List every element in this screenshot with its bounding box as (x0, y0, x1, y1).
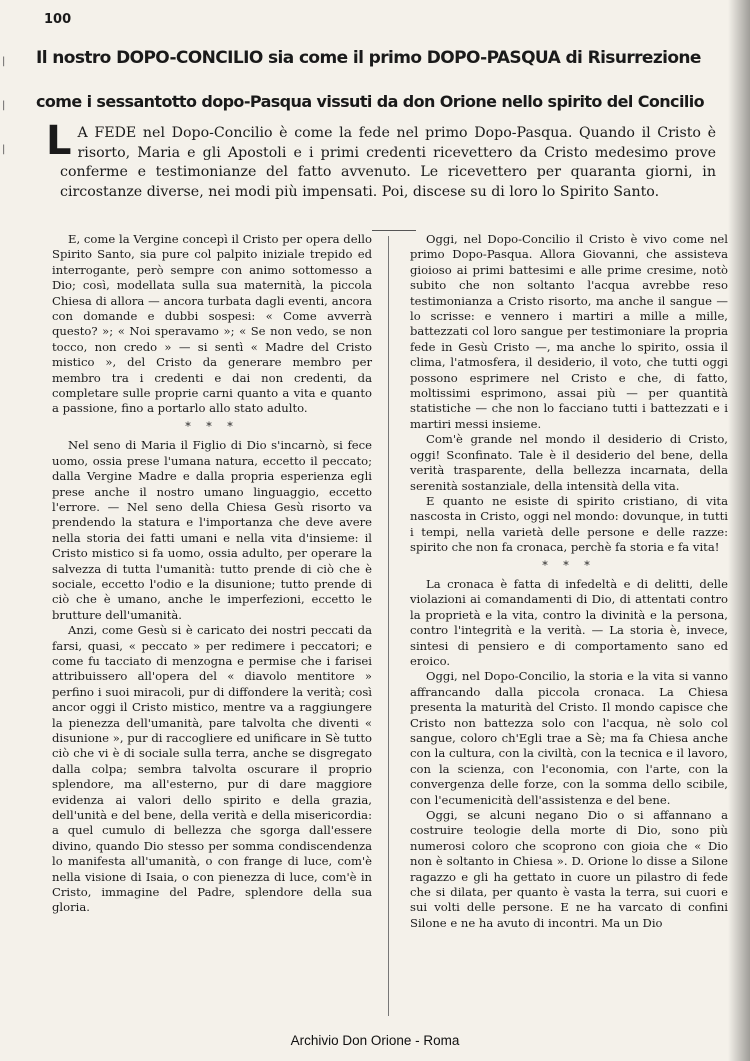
drop-cap: L (46, 118, 72, 164)
right-paragraph-5: Oggi, nel Dopo-Concilio, la storia e la vita si vanno affrancando dalla piccola cronaca. La Chiesa presenta la maturità del Cristo. Il mondo capisce che Cristo non battezza solo con l'acqua, nè solo col sangue, coloro ch'Egli trae a Sè; ma fa Chiesa anche con la cultura, con la civiltà, con la tecnica e il lavoro, con la scienza, con l'economia, con l'arte, con la convergenza delle forze, con la somma dello scibile, con l'ecumenicità dell'assistenza e del bene. (410, 669, 728, 807)
left-paragraph-1: E, come la Vergine concepì il Cristo per opera dello Spirito Santo, sia pure col palpito iniziale trepido ed interrogante, però sempre con animo sottomesso a Dio; così, modellata sulla sua maternità, la piccola Chiesa di allora — ancora turbata dagli eventi, ancora con domande e dubbi sospesi: « Come avverrà questo? »; « Noi speravamo »; « Se non vedo, se non tocco, non credo » — si sentì « Madre del Cristo mistico », del Cristo da generare membro per membro tra i credenti e dai non credenti, da completare sulle proprie carni quanto a vita e quanto a passione, fino a portarlo allo stato adulto. (52, 232, 372, 416)
headline-line-2: come i sessantotto dopo-Pasqua vissuti da don Orione nello spirito del Concilio (36, 92, 704, 111)
margin-marks: | | | (2, 56, 6, 155)
left-paragraph-3: Anzi, come Gesù si è caricato dei nostri peccati da farsi, quasi, « peccato » per redimere i peccatori; e come fu tacciato di menzogna e permise che i farisei attribuissero all'opera del « diavolo mentitore » perfino i suoi miracoli, pur di diffondere la verità; così ancor oggi il Cristo mistico, mentre va a raggiungere la pienezza dell'umanità, pare talvolta che diventi « disunione », pur di raccogliere ed unificare in Sè tutto ciò che vi è di sociale sulla terra, anche se disgregato dalla colpa; sembra talvolta oscurare il proprio splendore, ma all'esterno, pur di dare maggiore evidenza ai valori dello spirito e della grazia, dell'unità e del bene, della verità e della misericordia: a quel cumulo di bellezza che sgorga dall'essere divino, quando Dio stesso per somma condiscendenza lo manifesta all'umanità, o con frange di luce, com'è nella visione di Isaia, o con pienezza di luce, com'è in Cristo, immagine del Padre, splendore della sua gloria. (52, 623, 372, 915)
right-paragraph-3: E quanto ne esiste di spirito cristiano, di vita nascosta in Cristo, oggi nel mondo: dovunque, in tutti i tempi, nella varietà delle persone e delle razze: spirito che non fa cronaca, perchè fa storia e fa vita! (410, 493, 728, 555)
left-column (52, 232, 372, 916)
left-paragraph-2: Nel seno di Maria il Figlio di Dio s'incarnò, si fece uomo, ossia prese l'umana natura, eccetto il peccato; dalla Vergine Madre e dalla propria esperienza egli prese anche il nostro umano linguaggio, eccetto l'errore. — Nel seno della Chiesa Gesù risorto va prendendo la statura e l'importanza che deve avere nella storia dei fatti umani e nella vita d'insieme: il Cristo mistico si fa uomo, ossia adulto, per operare la salvezza di tutta l'umanità: tutto prende di ciò che è sociale, eccetto l'odio e la disunione; tutto prende di ciò che è umano, anche le imperfezioni, eccetto le brutture dell'umanità. (52, 438, 372, 622)
right-paragraph-6: Oggi, se alcuni negano Dio o si affannano a costruire teologie della morte di Dio, sono più numerosi coloro che scoprono con gioia che « Dio non è soltanto in Chiesa ». D. Orione lo disse a Silone ragazzo e gli ha gettato in cuore un pilastro di fede che si dilata, per quanto è vasta la terra, sui cuori e sui volti delle persone. E ne ha varcato di confini Silone e ne ha avuto di incontri. Ma un Dio (410, 808, 728, 930)
page-edge-shadow (728, 0, 750, 1061)
section-separator: * * * (542, 558, 596, 572)
section-separator: * * * (185, 419, 239, 433)
right-column (410, 232, 728, 931)
right-paragraph-2: Com'è grande nel mondo il desiderio di Cristo, oggi! Sconfinato. Tale è il desiderio del bene, della verità trasparente, della bellezza incarnata, della serenità sostanziale, della intensità della vita. (410, 432, 728, 493)
lead-text: A FEDE nel Dopo-Concilio è come la fede nel primo Dopo-Pasqua. Quando il Cristo è risorto, Maria e gli Apostoli e i primi credenti ricevettero da Cristo medesimo prove conferme e testimonianze del fatto avvenuto. Le ricevettero per quaranta giorni, in circostanze diverse, nei modi più impensati. Poi, discese su di loro lo Spirito Santo. (60, 125, 716, 200)
article-headline (36, 36, 716, 124)
headline-line-1: Il nostro DOPO-CONCILIO sia come il primo DOPO-PASQUA di Risurrezione (36, 48, 701, 68)
page-number: 100 (44, 12, 72, 27)
archive-footer: Archivio Don Orione - Roma (290, 1033, 460, 1048)
right-paragraph-4: La cronaca è fatta di infedeltà e di delitti, delle violazioni ai comandamenti di Dio, di attentati contro la proprietà e la vita, contro la divinità e la persona, contro l'integrità e la verità. — La storia è, invece, sintesi di pensiero e di comportamento sano ed eroico. (410, 576, 728, 668)
lead-paragraph (46, 118, 716, 202)
column-divider (388, 236, 389, 1016)
right-paragraph-1: Oggi, nel Dopo-Concilio il Cristo è vivo come nel primo Dopo-Pasqua. Allora Giovanni, che assisteva gioioso ai primi battesimi e alle prime cresime, notò subito che non soltanto l'acqua avrebbe reso testimonianza a Cristo risorto, ma anche il sangue — lo scrisse: e vennero i martiri a mille a mille, battezzati col loro sangue per testimoniare la propria fede in Gesù Cristo —, ma anche lo spirito, ossia il clima, l'atmosfera, il desiderio, il voto, che tutti oggi possono esprimere nel Cristo e che, di fatto, moltissimi esprimono, assai più — per quantità statistiche — che non lo facciano tutti i battezzati e i martiri messi insieme. (410, 232, 728, 431)
